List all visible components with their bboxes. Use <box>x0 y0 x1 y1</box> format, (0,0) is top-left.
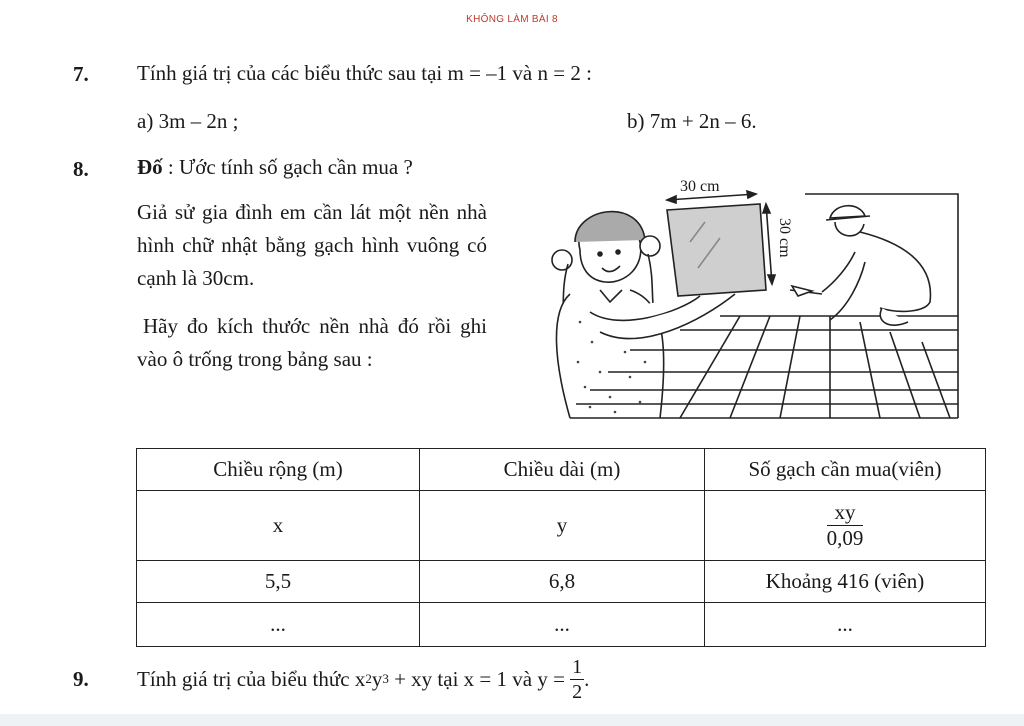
q8-title-bold: Đố <box>137 155 163 179</box>
q7-part-a: a) 3m – 2n ; <box>137 109 239 133</box>
q9-number: 9. <box>73 667 89 691</box>
cell-length: 6,8 <box>420 561 705 603</box>
q8-paragraph-1: Giả sử gia đình em cần lát một nền nhà hình chữ nhật bằng gạch hình vuông có cạnh là 30cm. <box>137 200 487 290</box>
tile-estimate-table <box>136 448 986 647</box>
q8-title <box>137 155 413 180</box>
q9-text-part3: + xy tại x = 1 và y = <box>388 666 571 691</box>
q9-exponent-1: 2 <box>365 671 372 686</box>
cell-tile-count: Khoảng 416 (viên) <box>705 561 986 603</box>
q9-fraction-denominator: 2 <box>572 680 583 703</box>
q9-fraction <box>570 657 584 702</box>
q8-title-rest: : Ước tính số gạch cần mua ? <box>162 155 413 179</box>
q9-text <box>137 654 589 704</box>
q7-text: Tính giá trị của các biểu thức sau tại m = –1 và n = 2 : <box>137 61 592 85</box>
fraction-denominator: 0,09 <box>826 526 864 550</box>
tile-height-label: 30 cm <box>776 218 793 258</box>
col-header-length: Chiều dài (m) <box>420 449 705 491</box>
q9-text-part2: y <box>371 666 383 691</box>
tile-height-dimension <box>766 204 772 284</box>
tile-width-label: 30 cm <box>680 178 720 195</box>
q9-exponent-2: 3 <box>382 671 389 686</box>
q8-paragraph-2: Hãy đo kích thước nền nhà đó rồi ghi vào ô trống trong bảng sau : <box>137 314 487 371</box>
cell-length: ... <box>420 603 705 647</box>
worker-figure <box>790 206 930 325</box>
q9-text-end: . <box>584 666 590 691</box>
header-note: KHÔNG LÀM BÀI 8 <box>466 14 558 25</box>
q9-text-part1: Tính giá trị của biểu thức x <box>137 666 366 691</box>
cell-length: y <box>420 491 705 561</box>
cell-tile-count <box>705 491 986 561</box>
q7-number: 7. <box>73 62 89 86</box>
cell-width: x <box>137 491 420 561</box>
col-header-tile-count: Số gạch cần mua(viên) <box>705 449 986 491</box>
q8-number: 8. <box>73 157 89 181</box>
cell-tile-count: ... <box>705 603 986 647</box>
cell-width: 5,5 <box>137 561 420 603</box>
formula-fraction <box>827 502 864 549</box>
table-row <box>137 491 986 561</box>
table-row <box>137 561 986 603</box>
q9-fraction-numerator: 1 <box>572 655 583 678</box>
table-row <box>137 603 986 647</box>
table-header-row <box>137 449 986 491</box>
cell-width: ... <box>137 603 420 647</box>
col-header-width: Chiều rộng (m) <box>137 449 420 491</box>
q7-part-b: b) 7m + 2n – 6. <box>627 109 757 133</box>
tiling-illustration <box>530 172 970 422</box>
tile-square <box>667 204 766 296</box>
fraction-numerator: xy <box>827 502 864 526</box>
bottom-scroll-bar <box>0 714 1024 726</box>
